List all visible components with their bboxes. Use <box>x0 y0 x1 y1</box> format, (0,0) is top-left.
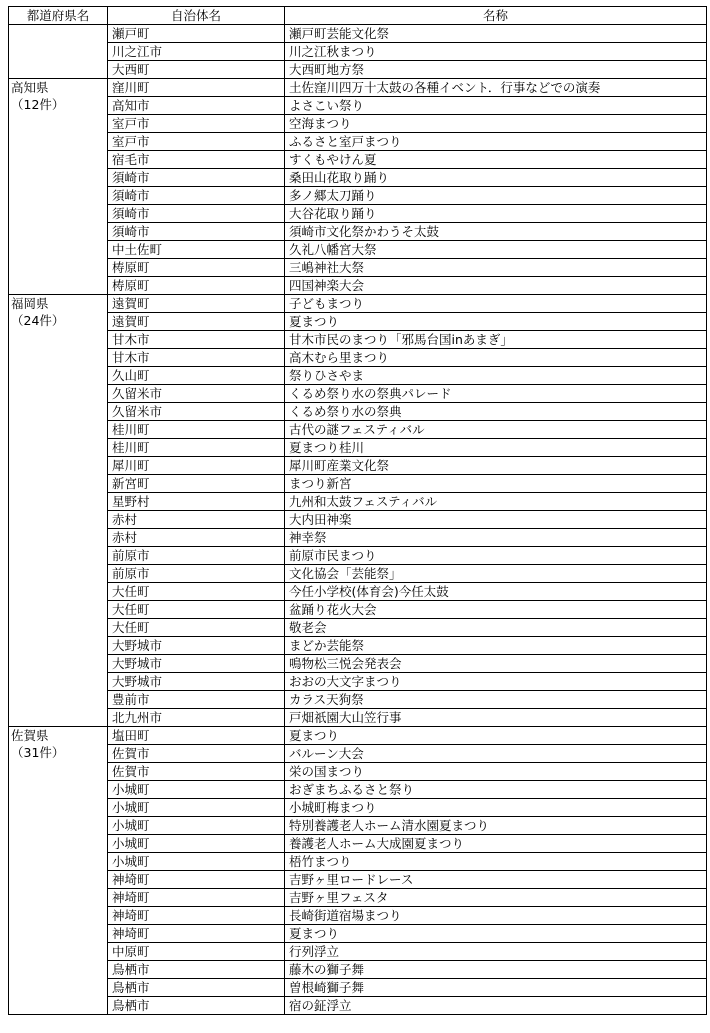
table-row <box>9 889 707 907</box>
municipality-cell: 佐賀市 <box>108 745 285 763</box>
header-row <box>9 7 707 25</box>
event-name-cell: 川之江秋まつり <box>285 43 707 61</box>
event-name-cell: 吉野ヶ里フェスタ <box>285 889 707 907</box>
event-name-cell: 養護老人ホーム大成園夏まつり <box>285 835 707 853</box>
event-name-cell: 今任小学校(体育会)今任太鼓 <box>285 583 707 601</box>
municipality-cell: 大野城市 <box>108 637 285 655</box>
municipality-cell: 須崎市 <box>108 169 285 187</box>
municipality-cell: 神埼町 <box>108 871 285 889</box>
table-row <box>9 925 707 943</box>
table-row <box>9 997 707 1015</box>
municipality-cell: 遠賀町 <box>108 295 285 313</box>
municipality-cell: 小城町 <box>108 799 285 817</box>
municipality-cell: 神埼町 <box>108 889 285 907</box>
table-row <box>9 241 707 259</box>
table-row <box>9 511 707 529</box>
municipality-cell: 桂川町 <box>108 439 285 457</box>
event-name-cell: 多ノ郷太刀踊り <box>285 187 707 205</box>
municipality-cell: 小城町 <box>108 853 285 871</box>
table-row <box>9 61 707 79</box>
table-row <box>9 43 707 61</box>
event-name-cell: 夏まつり <box>285 313 707 331</box>
table-row <box>9 421 707 439</box>
municipality-cell: 大任町 <box>108 583 285 601</box>
event-name-cell: 夏まつり <box>285 727 707 745</box>
prefecture-count: （31件） <box>11 745 65 760</box>
municipality-cell: 中原町 <box>108 943 285 961</box>
municipality-cell: 中土佐町 <box>108 241 285 259</box>
prefecture-cell <box>9 79 108 295</box>
table-row <box>9 907 707 925</box>
table-row <box>9 547 707 565</box>
table-row <box>9 871 707 889</box>
municipality-cell: 室戸市 <box>108 133 285 151</box>
municipality-cell: 室戸市 <box>108 115 285 133</box>
prefecture-name: 福岡県 <box>11 296 49 311</box>
municipality-cell: 久山町 <box>108 367 285 385</box>
event-name-cell: 甘木市民のまつり「邪馬台国inあまぎ」 <box>285 331 707 349</box>
table-row <box>9 457 707 475</box>
event-name-cell: カラス天狗祭 <box>285 691 707 709</box>
municipality-cell: 宿毛市 <box>108 151 285 169</box>
event-name-cell: 土佐窪川四万十太鼓の各種イベント．行事などでの演奏 <box>285 79 707 97</box>
municipality-cell: 甘木市 <box>108 349 285 367</box>
event-name-cell: 須崎市文化祭かわうそ太鼓 <box>285 223 707 241</box>
table-row <box>9 961 707 979</box>
event-name-cell: 大西町地方祭 <box>285 61 707 79</box>
municipality-cell: 久留米市 <box>108 385 285 403</box>
prefecture-cell <box>9 25 108 79</box>
municipality-cell: 大任町 <box>108 619 285 637</box>
table-row <box>9 133 707 151</box>
table-row <box>9 277 707 295</box>
table-row <box>9 691 707 709</box>
municipality-cell: 前原市 <box>108 565 285 583</box>
event-name-cell: 曽根崎獅子舞 <box>285 979 707 997</box>
table-row <box>9 655 707 673</box>
municipality-cell: 梼原町 <box>108 259 285 277</box>
municipality-cell: 甘木市 <box>108 331 285 349</box>
header-prefecture: 都道府県名 <box>9 7 108 25</box>
event-name-cell: 四国神楽大会 <box>285 277 707 295</box>
event-name-cell: 大谷花取り踊り <box>285 205 707 223</box>
municipality-cell: 久留米市 <box>108 403 285 421</box>
event-name-cell: くるめ祭り水の祭典パレード <box>285 385 707 403</box>
table-row <box>9 151 707 169</box>
event-name-cell: バルーン大会 <box>285 745 707 763</box>
municipality-cell: 川之江市 <box>108 43 285 61</box>
prefecture-name: 高知県 <box>11 80 49 95</box>
table-row <box>9 439 707 457</box>
table-row <box>9 385 707 403</box>
municipality-cell: 須崎市 <box>108 223 285 241</box>
event-name-cell: よさこい祭り <box>285 97 707 115</box>
municipality-cell: 小城町 <box>108 781 285 799</box>
table-row <box>9 565 707 583</box>
municipality-cell: 大野城市 <box>108 655 285 673</box>
municipality-cell: 北九州市 <box>108 709 285 727</box>
municipality-cell: 塩田町 <box>108 727 285 745</box>
municipality-cell: 赤村 <box>108 511 285 529</box>
table-row <box>9 709 707 727</box>
event-name-cell: 子どもまつり <box>285 295 707 313</box>
table-row <box>9 367 707 385</box>
table-body <box>9 25 707 1015</box>
event-name-cell: まどか芸能祭 <box>285 637 707 655</box>
municipality-cell: 佐賀市 <box>108 763 285 781</box>
event-name-cell: 久礼八幡宮大祭 <box>285 241 707 259</box>
event-name-cell: 文化協会「芸能祭」 <box>285 565 707 583</box>
event-name-cell: 祭りひさやま <box>285 367 707 385</box>
event-name-cell: 三嶋神社大祭 <box>285 259 707 277</box>
prefecture-count: （24件） <box>11 313 65 328</box>
event-name-cell: 盆踊り花火大会 <box>285 601 707 619</box>
event-name-cell: 神幸祭 <box>285 529 707 547</box>
table-row <box>9 493 707 511</box>
event-name-cell: 吉野ヶ里ロードレース <box>285 871 707 889</box>
municipality-cell: 豊前市 <box>108 691 285 709</box>
table-row <box>9 745 707 763</box>
event-name-cell: 宿の鉦浮立 <box>285 997 707 1015</box>
event-name-cell: おおの大文字まつり <box>285 673 707 691</box>
event-name-cell: 戸畑祇園大山笠行事 <box>285 709 707 727</box>
event-name-cell: 栄の国まつり <box>285 763 707 781</box>
table-row <box>9 529 707 547</box>
table-row <box>9 349 707 367</box>
table-row <box>9 475 707 493</box>
table-row <box>9 817 707 835</box>
table-row <box>9 295 707 313</box>
event-name-cell: 夏まつり桂川 <box>285 439 707 457</box>
table-row <box>9 25 707 43</box>
event-name-cell: 前原市民まつり <box>285 547 707 565</box>
event-name-cell: 行列浮立 <box>285 943 707 961</box>
event-name-cell: 犀川町産業文化祭 <box>285 457 707 475</box>
event-name-cell: 桑田山花取り踊り <box>285 169 707 187</box>
header-event-name: 名称 <box>285 7 707 25</box>
event-name-cell: 古代の謎フェスティバル <box>285 421 707 439</box>
municipality-cell: 神埼町 <box>108 907 285 925</box>
municipality-cell: 須崎市 <box>108 187 285 205</box>
table-row <box>9 637 707 655</box>
municipality-cell: 鳥栖市 <box>108 961 285 979</box>
municipality-cell: 大野城市 <box>108 673 285 691</box>
table-row <box>9 187 707 205</box>
municipality-cell: 小城町 <box>108 817 285 835</box>
municipality-cell: 鳥栖市 <box>108 979 285 997</box>
municipality-cell: 大西町 <box>108 61 285 79</box>
event-name-cell: 瀬戸町芸能文化祭 <box>285 25 707 43</box>
event-name-cell: 梧竹まつり <box>285 853 707 871</box>
table-row <box>9 223 707 241</box>
table-row <box>9 853 707 871</box>
event-name-cell: 鳴物松三悦会発表会 <box>285 655 707 673</box>
prefecture-cell <box>9 727 108 1015</box>
table-row <box>9 835 707 853</box>
table-row <box>9 331 707 349</box>
event-name-cell: 九州和太鼓フェスティバル <box>285 493 707 511</box>
event-name-cell: 高木むら里まつり <box>285 349 707 367</box>
municipality-cell: 新宮町 <box>108 475 285 493</box>
table-row <box>9 781 707 799</box>
event-name-cell: ふるさと室戸まつり <box>285 133 707 151</box>
table-row <box>9 763 707 781</box>
table-row <box>9 403 707 421</box>
municipality-cell: 梼原町 <box>108 277 285 295</box>
table-row <box>9 169 707 187</box>
event-name-cell: 藤木の獅子舞 <box>285 961 707 979</box>
event-name-cell: 大内田神楽 <box>285 511 707 529</box>
table-row <box>9 799 707 817</box>
festival-table <box>8 6 707 1015</box>
event-name-cell: 夏まつり <box>285 925 707 943</box>
event-name-cell: まつり新宮 <box>285 475 707 493</box>
municipality-cell: 窪川町 <box>108 79 285 97</box>
municipality-cell: 神埼町 <box>108 925 285 943</box>
prefecture-cell <box>9 295 108 727</box>
table-row <box>9 673 707 691</box>
municipality-cell: 前原市 <box>108 547 285 565</box>
municipality-cell: 大任町 <box>108 601 285 619</box>
event-name-cell: 特別養護老人ホーム清水園夏まつり <box>285 817 707 835</box>
municipality-cell: 高知市 <box>108 97 285 115</box>
table-row <box>9 727 707 745</box>
municipality-cell: 須崎市 <box>108 205 285 223</box>
table-row <box>9 583 707 601</box>
event-name-cell: すくもやけん夏 <box>285 151 707 169</box>
header-municipality: 自治体名 <box>108 7 285 25</box>
municipality-cell: 遠賀町 <box>108 313 285 331</box>
event-name-cell: おぎまちふるさと祭り <box>285 781 707 799</box>
table-row <box>9 259 707 277</box>
table-row <box>9 79 707 97</box>
municipality-cell: 桂川町 <box>108 421 285 439</box>
prefecture-name: 佐賀県 <box>11 728 49 743</box>
table-row <box>9 943 707 961</box>
prefecture-count: （12件） <box>11 97 65 112</box>
table-row <box>9 601 707 619</box>
municipality-cell: 鳥栖市 <box>108 997 285 1015</box>
municipality-cell: 犀川町 <box>108 457 285 475</box>
table-row <box>9 313 707 331</box>
event-name-cell: くるめ祭り水の祭典 <box>285 403 707 421</box>
table-row <box>9 115 707 133</box>
municipality-cell: 赤村 <box>108 529 285 547</box>
municipality-cell: 星野村 <box>108 493 285 511</box>
municipality-cell: 小城町 <box>108 835 285 853</box>
municipality-cell: 瀬戸町 <box>108 25 285 43</box>
table-row <box>9 979 707 997</box>
table-row <box>9 619 707 637</box>
event-name-cell: 小城町梅まつり <box>285 799 707 817</box>
event-name-cell: 長崎街道宿場まつり <box>285 907 707 925</box>
event-name-cell: 敬老会 <box>285 619 707 637</box>
table-row <box>9 205 707 223</box>
event-name-cell: 空海まつり <box>285 115 707 133</box>
table-row <box>9 97 707 115</box>
